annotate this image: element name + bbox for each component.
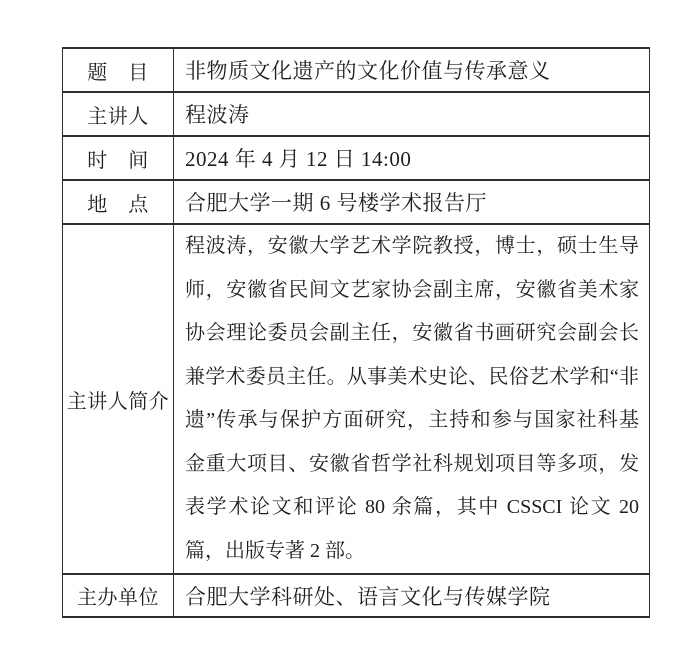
bio-line: 协会理论委员会副主任，安徽省书画研究会副会长 (185, 322, 639, 344)
bio-line: 金重大项目、安徽省哲学社科规划项目等多项，发 (185, 452, 639, 475)
bio-line: 程波涛，安徽大学艺术学院教授，博士，硕士生导 (185, 235, 639, 257)
table-row-speaker-bio (63, 224, 650, 574)
row-value-speaker-bio (174, 224, 650, 574)
bio-line: 师，安徽省民间文艺家协会副主席，安徽省美术家 (185, 278, 639, 301)
table-row-time (63, 136, 650, 180)
row-label-time: 时 间 (63, 136, 174, 180)
table-row-speaker (63, 92, 650, 136)
bio-line: 表学术论文和评论 80 余篇，其中 CSSCI 论文 20 (185, 496, 639, 518)
lecture-info-table (62, 47, 650, 618)
row-value-organizer: 合肥大学科研处、语言文化与传媒学院 (174, 574, 650, 617)
row-value-location: 合肥大学一期 6 号楼学术报告厅 (174, 180, 650, 224)
row-label-speaker: 主讲人 (63, 92, 174, 136)
table-row-location (63, 180, 650, 224)
row-value-time: 2024 年 4 月 12 日 14:00 (174, 136, 650, 180)
row-label-location: 地 点 (63, 180, 174, 224)
row-label-speaker-bio: 主讲人简介 (63, 224, 174, 574)
bio-line: 兼学术委员主任。从事美术史论、民俗艺术学和“非 (185, 365, 639, 388)
bio-line: 篇，出版专著 2 部。 (185, 539, 365, 562)
row-label-organizer: 主办单位 (63, 574, 174, 617)
table-row-organizer (63, 574, 650, 617)
row-value-title: 非物质文化遗产的文化价值与传承意义 (174, 48, 650, 92)
bio-line: 遗”传承与保护方面研究，主持和参与国家社科基 (185, 409, 639, 431)
row-value-speaker: 程波涛 (174, 92, 650, 136)
table-row-title (63, 48, 650, 92)
row-label-title: 题 目 (63, 48, 174, 92)
